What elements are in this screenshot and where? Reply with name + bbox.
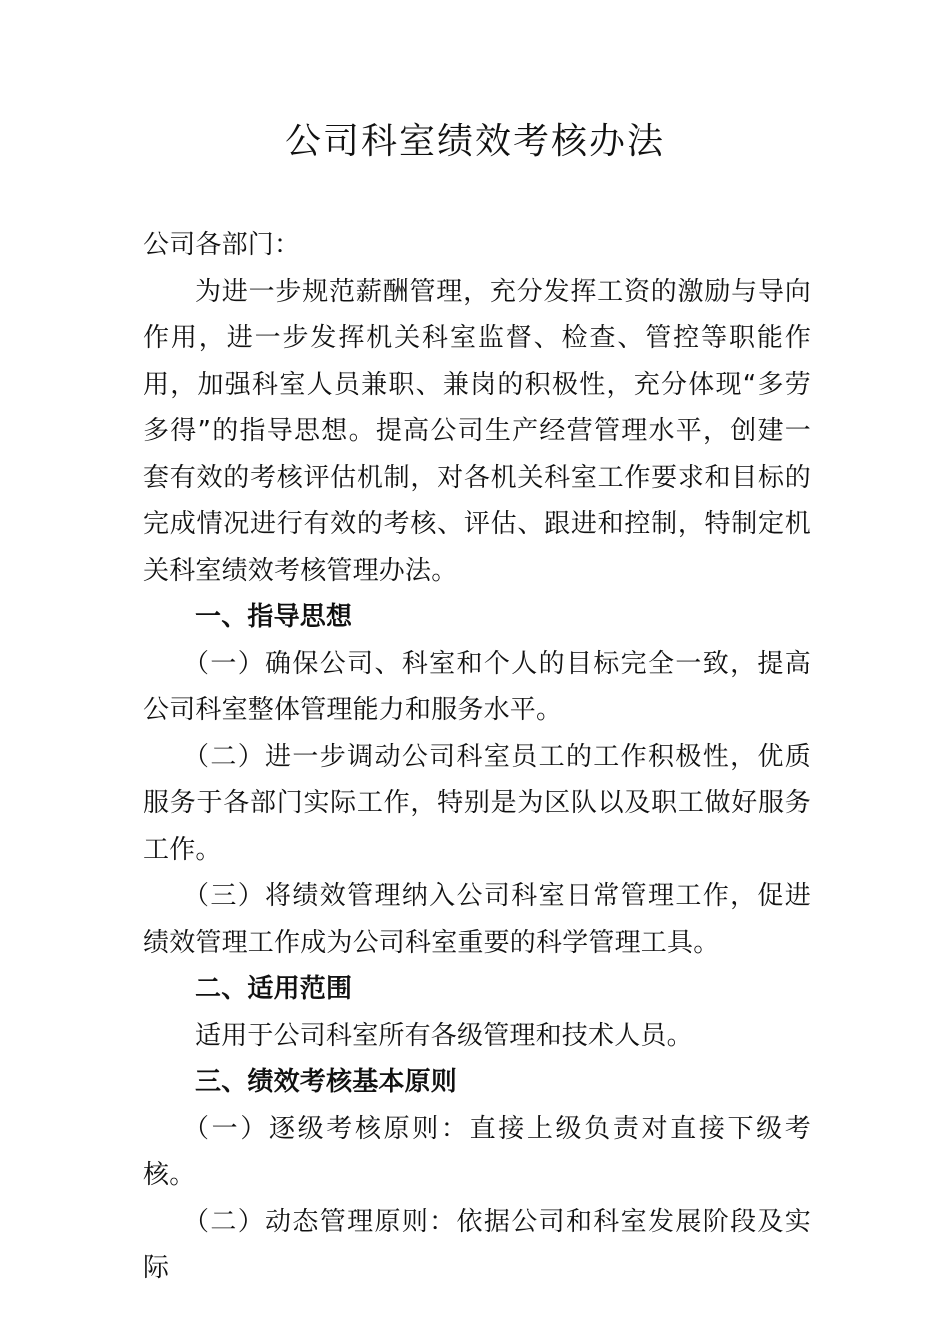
section1-item-3: （三）将绩效管理纳入公司科室日常管理工作，促进绩效管理工作成为公司科室重要的科学管理工具。 bbox=[143, 881, 811, 958]
section3-item-1: （一）逐级考核原则：直接上级负责对直接下级考核。 bbox=[143, 1113, 811, 1190]
salutation: 公司各部门： bbox=[143, 230, 301, 260]
section3-item-2: （二）动态管理原则：依据公司和科室发展阶段及实际 bbox=[143, 1206, 811, 1283]
section2-text: 适用于公司科室所有各级管理和技术人员。 bbox=[195, 1020, 693, 1051]
intro-paragraph: 为进一步规范薪酬管理，充分发挥工资的激励与导向作用，进一步发挥机关科室监督、检查、管控等职能作用，加强科室人员兼职、兼岗的积极性，充分体现“多劳多得”的指导思想。提高公司生产经营管理水平，创建一套有效的考核评估机制，对各机关科室工作要求和目标的完成情况进行有效的考核、评估、跟进和控制，特制定机关科室绩效考核管理办法。 bbox=[143, 276, 811, 586]
section1-item-1: （一）确保公司、科室和个人的目标完全一致，提高公司科室整体管理能力和服务水平。 bbox=[143, 648, 811, 725]
section-heading-scope: 二、适用范围 bbox=[195, 974, 353, 1004]
document-body bbox=[143, 222, 811, 1292]
section-heading-principles: 三、绩效考核基本原则 bbox=[195, 1067, 458, 1097]
section-heading-guiding-ideology: 一、指导思想 bbox=[195, 602, 353, 632]
document-title: 公司科室绩效考核办法 bbox=[284, 121, 665, 162]
section1-item-2: （二）进一步调动公司科室员工的工作积极性，优质服务于各部门实际工作，特别是为区队以及职工做好服务工作。 bbox=[143, 741, 811, 865]
